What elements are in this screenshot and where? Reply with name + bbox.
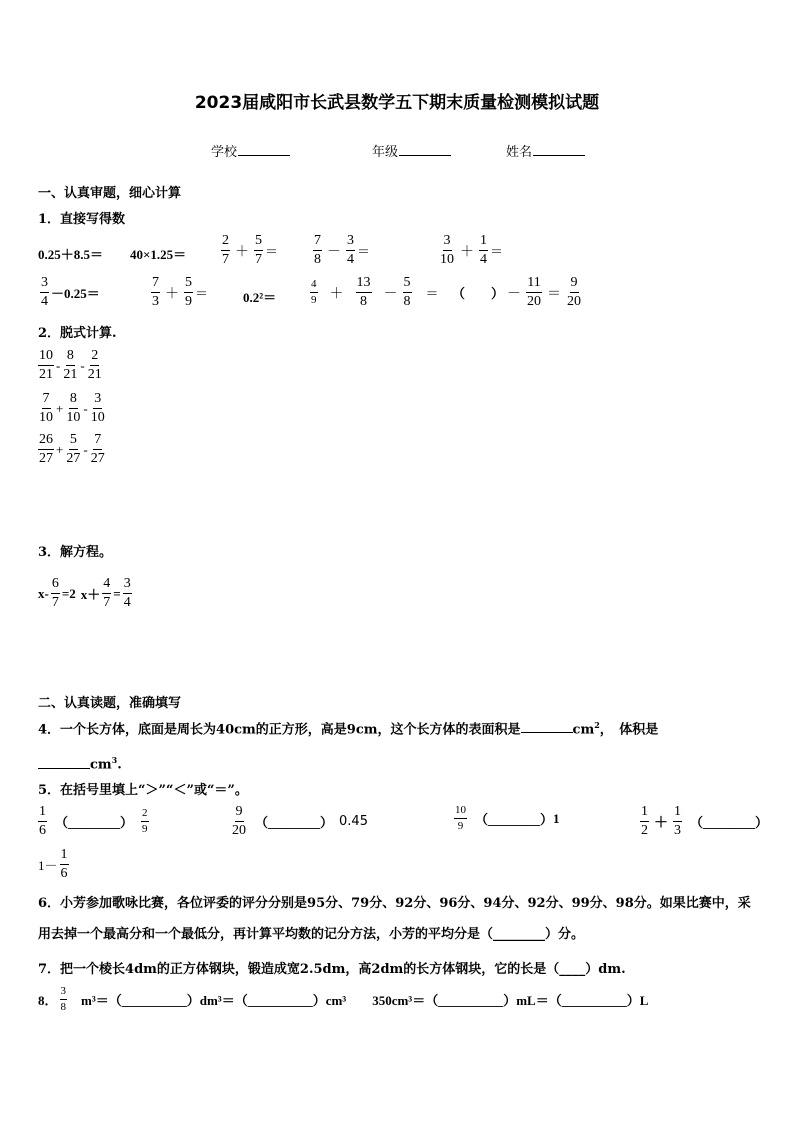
answer-paren[interactable]: （________） [255, 815, 334, 830]
fraction: $\frac{2}{9}$ [142, 807, 148, 835]
q3-equations: x- $\frac{6}{7}$ =2 x＋ $\frac{4}{7}$ = $\frac{3}{4}$ [38, 576, 131, 610]
answer-paren[interactable]: （________） [55, 815, 134, 830]
fraction: $\frac{2}{21}$ [87, 348, 102, 382]
q6-text: 6．小芳参加歌咏比赛，各位评委的评分分别是95分、79分、92分、96分、94分、92分、99分、98分。如果比赛中，采用去掉一个最高分和一个最低分，再计算平均数的记分方法，小芳的平均分是（________）分。 [38, 896, 751, 942]
name-label: 姓名 [506, 145, 533, 160]
answer-blank[interactable] [38, 756, 90, 769]
fraction: $\frac{1}{4}$ [480, 233, 487, 267]
fraction: $\frac{13}{8}$ [356, 275, 371, 309]
q2-label: 2．脱式计算. [38, 326, 117, 341]
section-1-heading: 一、认真审题，细心计算 [38, 186, 182, 201]
school-blank[interactable] [238, 144, 290, 156]
q1-r1-d: $\frac{7}{8}$ － $\frac{3}{4}$ ＝ [314, 233, 371, 267]
fraction: $\frac{8}{10}$ [66, 391, 81, 425]
q1-r2-b: $\frac{7}{3}$ ＋ $\frac{5}{9}$ ＝ [152, 275, 209, 309]
q1-r2-e: （ ） － $\frac{11}{20}$ ＝ $\frac{9}{20}$ [452, 275, 582, 309]
fraction: $\frac{2}{7}$ [222, 233, 229, 267]
q1-r1-b: 40×1.25＝ [130, 247, 187, 262]
name-field[interactable] [506, 141, 585, 160]
fraction: $\frac{6}{7}$ [51, 576, 59, 610]
fraction: $\frac{1}{3}$ [674, 804, 681, 838]
fraction: $\frac{3}{4}$ [347, 233, 354, 267]
fraction: $\frac{3}{4}$ [41, 275, 48, 309]
fraction: $\frac{10}{21}$ [39, 348, 53, 382]
fraction: $\frac{26}{27}$ [39, 432, 53, 466]
fraction: $\frac{3}{4}$ [123, 576, 131, 610]
fraction: $\frac{4}{9}$ [311, 278, 317, 306]
fraction: $\frac{11}{20}$ [527, 275, 542, 309]
answer-paren[interactable]: （________） [475, 812, 554, 827]
q3-label: 3．解方程。 [38, 545, 113, 560]
q5-label: 5．在括号里填上“＞”“＜”或“＝”。 [38, 783, 248, 798]
school-label: 学校 [211, 145, 238, 160]
fraction: $\frac{5}{27}$ [66, 432, 81, 466]
grade-label: 年级 [372, 145, 399, 160]
q1-r1-c: $\frac{2}{7}$ ＋ $\frac{5}{7}$ ＝ [222, 233, 279, 267]
fraction: $\frac{7}{27}$ [90, 432, 105, 466]
fraction: $\frac{4}{7}$ [103, 576, 111, 610]
q1-r1-a: 0.25＋8.5＝ [38, 247, 104, 262]
fraction: $\frac{1}{6}$ [60, 847, 68, 881]
q5-compare-4: $\frac{1}{2}$ ＋ $\frac{1}{3}$ （________） [641, 804, 769, 838]
fraction: $\frac{3}{10}$ [440, 233, 454, 267]
q2-expr-2: $\frac{7}{10}$ + $\frac{8}{10}$ - $\frac{3}{10}$ [39, 391, 105, 425]
grade-field[interactable] [372, 141, 451, 160]
fraction: $\frac{5}{8}$ [403, 275, 411, 309]
fraction: $\frac{9}{20}$ [567, 275, 582, 309]
section-2-heading: 二、认真读题，准确填写 [38, 696, 182, 711]
name-blank[interactable] [533, 144, 585, 156]
q2-expr-3: $\frac{26}{27}$ + $\frac{5}{27}$ - $\frac{7}{27}$ [39, 432, 105, 466]
fraction: $\frac{5}{9}$ [185, 275, 192, 309]
answer-blank[interactable] [521, 720, 573, 733]
fraction: $\frac{7}{10}$ [39, 391, 53, 425]
fraction: $\frac{3}{10}$ [90, 391, 105, 425]
q5-compare-3: $\frac{10}{9}$ （________） 1 [455, 804, 560, 832]
fraction: $\frac{1}{2}$ [641, 804, 648, 838]
answer-paren[interactable]: （ ） [452, 286, 505, 301]
q5-compare-5: 1－ $\frac{1}{6}$ [38, 847, 68, 881]
q8-text: 8． $\frac{3}{8}$ m³＝（__________）dm³＝（__________）cm³ 350cm³＝（__________）mL＝（__________）L [38, 985, 649, 1013]
fraction: $\frac{3}{8}$ [60, 985, 67, 1013]
fraction: $\frac{10}{9}$ [455, 804, 466, 832]
grade-blank[interactable] [399, 144, 451, 156]
q1-r2-d: $\frac{4}{9}$ ＋ $\frac{13}{8}$ － $\frac{5}{8}$ ＝ [311, 275, 439, 309]
fraction: $\frac{1}{6}$ [39, 804, 46, 838]
fraction: $\frac{9}{20}$ [232, 804, 246, 838]
fraction: $\frac{7}{3}$ [152, 275, 159, 309]
page-title: 2023届咸阳市长武县数学五下期末质量检测模拟试题 [194, 93, 600, 113]
fraction: $\frac{7}{8}$ [314, 233, 321, 267]
school-field[interactable] [211, 141, 290, 160]
fraction: $\frac{5}{7}$ [255, 233, 262, 267]
q1-r1-e: $\frac{3}{10}$ ＋ $\frac{1}{4}$ ＝ [440, 233, 504, 267]
q7-text: 7．把一个棱长4dm的正方体钢块，锻造成宽2.5dm，高2dm的长方体钢块，它的长是（____）dm. [38, 962, 626, 977]
q1-r2-c: 0.2²＝ [243, 290, 277, 305]
answer-paren[interactable]: （________） [690, 815, 769, 830]
q5-compare-2: $\frac{9}{20}$ （________） 0.45 [232, 804, 368, 838]
q4-text: 4．一个长方体，底面是周长为40cm的正方形，高是9cm，这个长方体的表面积是 $cm^2$， 体积是 $cm^3$. [38, 720, 659, 773]
q2-expr-1: $\frac{10}{21}$ - $\frac{8}{21}$ - $\frac{2}{21}$ [39, 348, 102, 382]
q1-r2-a: $\frac{3}{4}$ －0.25＝ [41, 275, 100, 309]
fraction: $\frac{8}{21}$ [63, 348, 78, 382]
q1-label: 1．直接写得数 [38, 212, 126, 227]
q5-compare-1 [36, 805, 151, 838]
